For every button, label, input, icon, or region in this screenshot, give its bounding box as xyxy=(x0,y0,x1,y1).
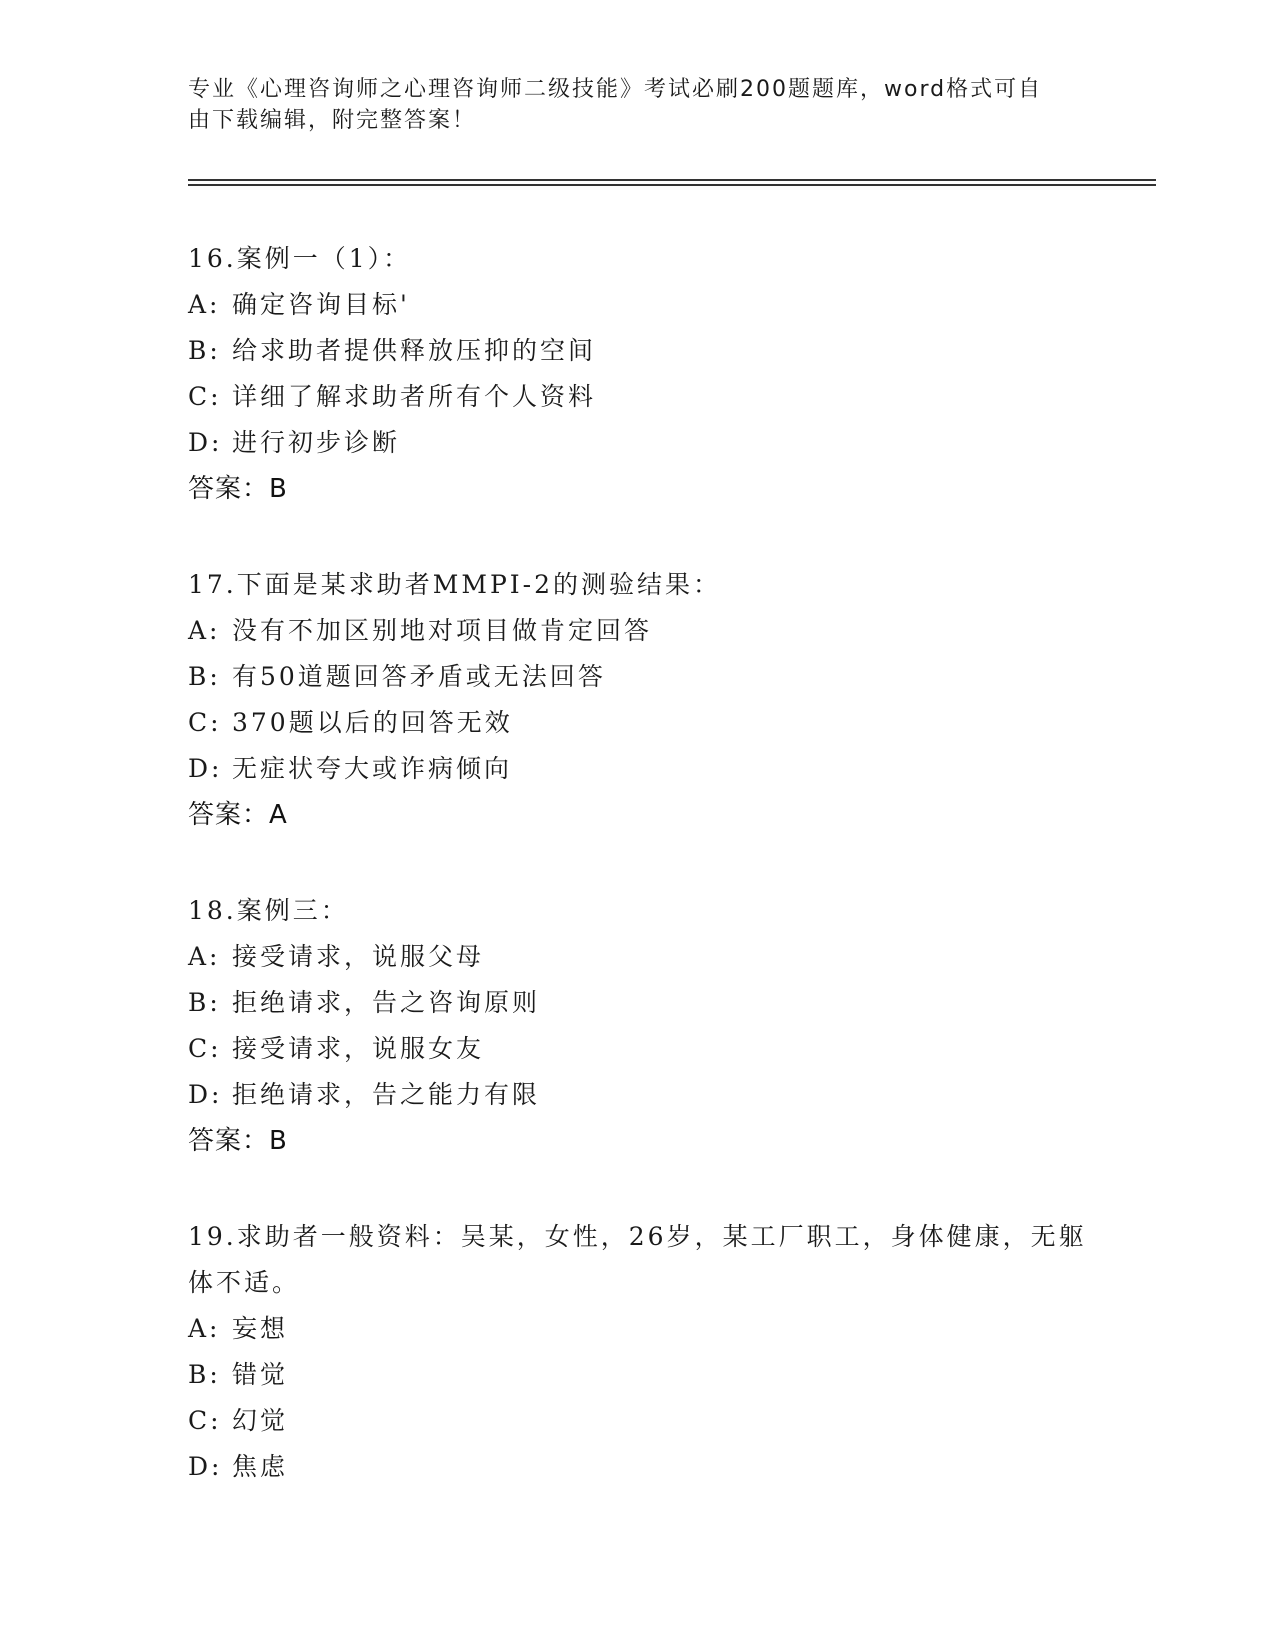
option-text: 幻觉 xyxy=(232,1406,289,1435)
option-text: 错觉 xyxy=(232,1360,289,1389)
option-text: 拒绝请求，告之咨询原则 xyxy=(232,988,541,1017)
option-d xyxy=(188,746,1088,792)
option-c xyxy=(188,1398,1088,1444)
option-a xyxy=(188,1306,1088,1352)
option-d xyxy=(188,1444,1088,1490)
document-header xyxy=(188,74,1068,136)
option-letter: D: xyxy=(188,1452,223,1481)
question-stem: 19.求助者一般资料：吴某，女性，26岁，某工厂职工，身体健康，无躯体不适。 xyxy=(188,1222,1087,1297)
option-letter: A: xyxy=(188,1314,221,1343)
option-text: 拒绝请求，告之能力有限 xyxy=(232,1080,541,1109)
option-text: 焦虑 xyxy=(232,1452,289,1481)
option-b xyxy=(188,654,1088,700)
option-letter: B: xyxy=(188,336,221,365)
question-17 xyxy=(188,562,1088,838)
option-text: 370题以后的回答无效 xyxy=(232,708,513,737)
option-letter: D: xyxy=(188,428,223,457)
answer-line: 答案：B xyxy=(188,474,288,504)
question-stem: 17.下面是某求助者MMPI-2的测验结果： xyxy=(188,570,722,599)
option-letter: A: xyxy=(188,290,221,319)
option-letter: B: xyxy=(188,1360,221,1389)
option-b xyxy=(188,328,1088,374)
option-letter: D: xyxy=(188,754,223,783)
option-letter: C: xyxy=(188,1406,222,1435)
option-letter: C: xyxy=(188,382,222,411)
option-text: 接受请求，说服父母 xyxy=(232,942,485,971)
option-letter: A: xyxy=(188,616,221,645)
option-letter: B: xyxy=(188,662,221,691)
answer-line: 答案：A xyxy=(188,800,288,830)
option-text: 进行初步诊断 xyxy=(232,428,401,457)
question-16 xyxy=(188,236,1088,512)
question-stem: 18.案例三： xyxy=(188,896,349,925)
option-letter: D: xyxy=(188,1080,223,1109)
option-text: 无症状夸大或诈病倾向 xyxy=(232,754,513,783)
option-d xyxy=(188,1072,1088,1118)
option-text: 妄想 xyxy=(232,1314,289,1343)
option-c xyxy=(188,1026,1088,1072)
option-text: 详细了解求助者所有个人资料 xyxy=(232,382,597,411)
option-letter: C: xyxy=(188,1034,222,1063)
option-c xyxy=(188,374,1088,420)
option-text: 确定咨询目标' xyxy=(232,290,410,319)
option-c xyxy=(188,700,1088,746)
option-a xyxy=(188,934,1088,980)
option-b xyxy=(188,1352,1088,1398)
header-divider-bottom xyxy=(188,184,1156,186)
option-letter: B: xyxy=(188,988,221,1017)
option-a xyxy=(188,282,1088,328)
option-text: 给求助者提供释放压抑的空间 xyxy=(232,336,597,365)
answer-line: 答案：B xyxy=(188,1126,288,1156)
question-stem: 16.案例一（1）： xyxy=(188,244,412,273)
option-d xyxy=(188,420,1088,466)
option-text: 没有不加区别地对项目做肯定回答 xyxy=(232,616,653,645)
option-a xyxy=(188,608,1088,654)
option-b xyxy=(188,980,1088,1026)
option-letter: C: xyxy=(188,708,222,737)
question-list xyxy=(188,236,1088,1540)
header-line-2: 由下载编辑，附完整答案！ xyxy=(188,108,477,133)
question-19 xyxy=(188,1214,1088,1490)
header-divider-top xyxy=(188,179,1156,181)
header-line-1: 专业《心理咨询师之心理咨询师二级技能》考试必刷200题题库，word格式可自 xyxy=(188,77,1043,102)
option-text: 接受请求，说服女友 xyxy=(232,1034,485,1063)
question-18 xyxy=(188,888,1088,1164)
option-letter: A: xyxy=(188,942,221,971)
option-text: 有50道题回答矛盾或无法回答 xyxy=(232,662,606,691)
